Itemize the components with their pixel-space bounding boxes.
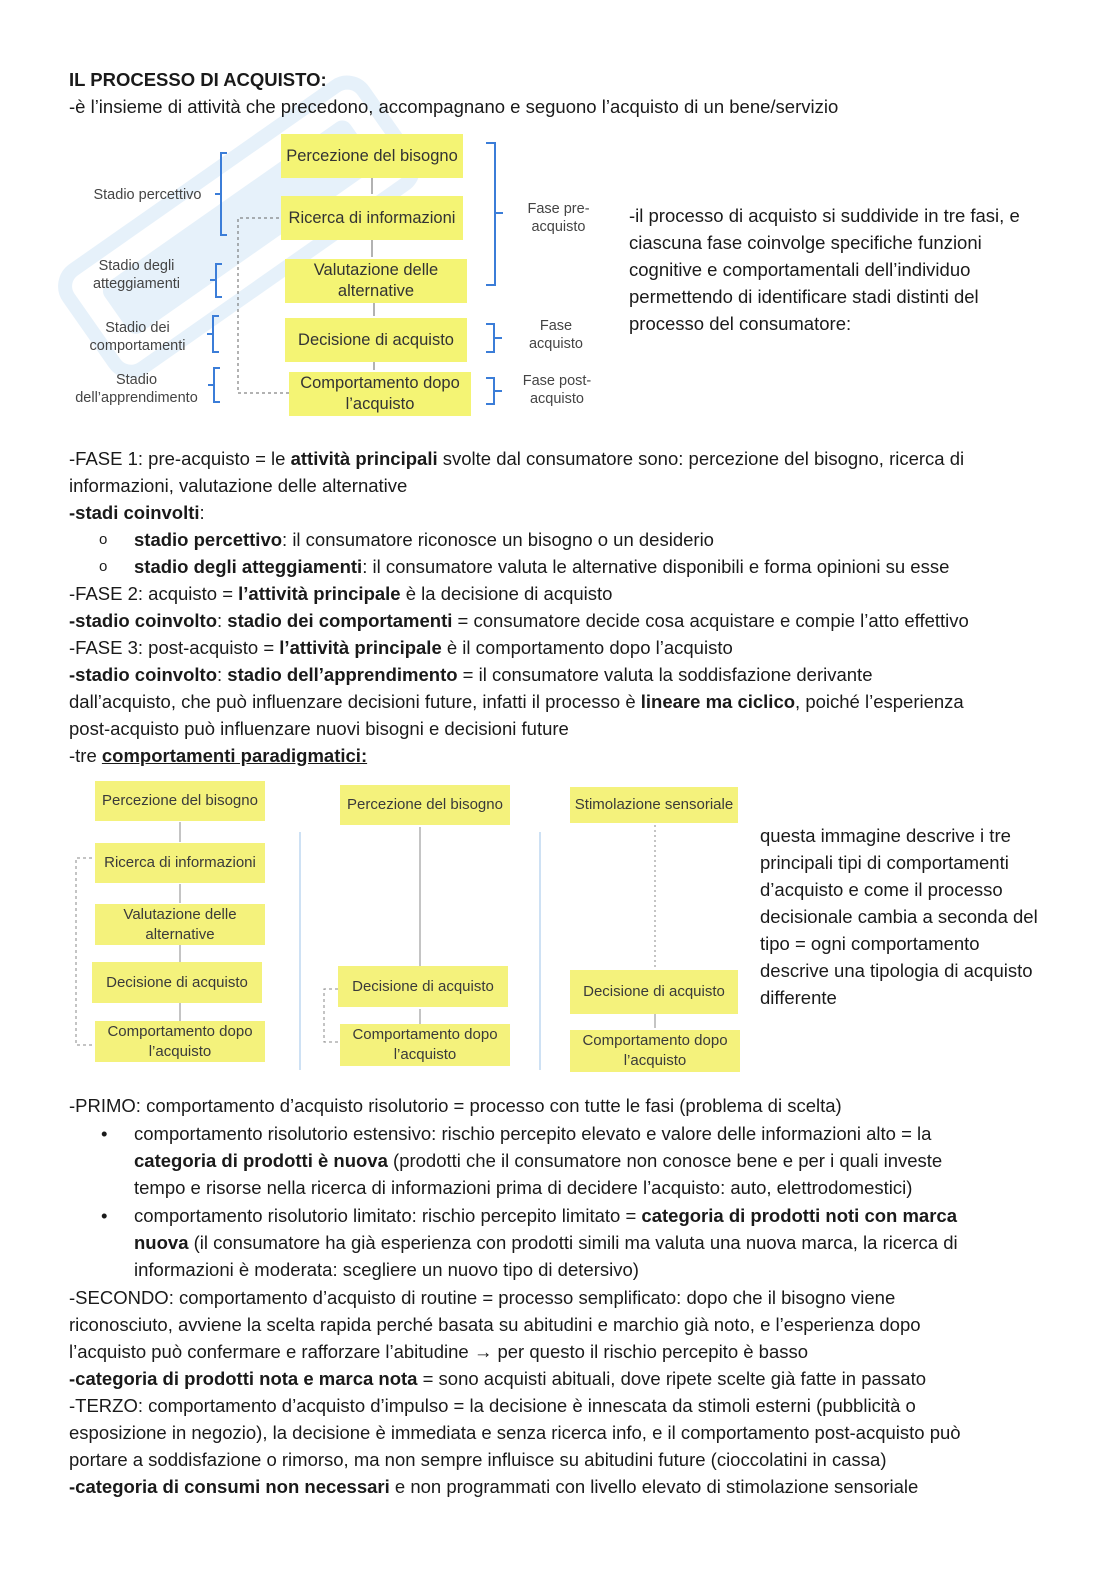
tre-comportamenti: -tre comportamenti paradigmatici: xyxy=(69,745,368,766)
c2-box-post: Comportamento dopo l’acquisto xyxy=(340,1024,510,1066)
side-description-2: questa immagine descrive i tre principali tipi di comportamenti d’acquisto e come il processo decisionale cambia a seconda del tipo = ogni comportamento descrive una tipologia di acquisto differente xyxy=(760,825,1038,1008)
fase2-line1: -FASE 2: acquisto = l’attività principale è la decisione di acquisto xyxy=(69,583,613,604)
c2-box-perception: Percezione del bisogno xyxy=(340,785,510,825)
primo-line: -PRIMO: comportamento d’acquisto risolutorio = processo con tutte le fasi (problema di scelta) xyxy=(69,1095,842,1116)
label-fase-pre-acquisto: Fase pre-acquisto xyxy=(527,201,590,235)
box-decision: Decisione di acquisto xyxy=(285,318,467,362)
terzo-l3: portare a soddisfazione o rimorso, ma non sempre influisce su abitudini future (cioccolatini in cassa) xyxy=(69,1449,887,1470)
fase1-line1: -FASE 1: pre-acquisto = le attività principali svolte dal consumatore sono: percezione del bisogno, ricerca di xyxy=(69,448,965,469)
dot-bullet: • xyxy=(101,1205,108,1226)
primo-b2-l1: comportamento risolutorio limitato: rischio percepito limitato = categoria di prodotti noti con marca xyxy=(134,1205,957,1226)
c2-box-decision: Decisione di acquisto xyxy=(338,966,508,1007)
box-post-purchase: Comportamento dopo l’acquisto xyxy=(289,372,471,416)
primo-b2-l2: nuova (il consumatore ha già esperienza con prodotti simili ma valuta una nuova marca, la ricerca di xyxy=(134,1232,958,1253)
page-title: IL PROCESSO DI ACQUISTO: xyxy=(69,69,327,90)
label-stadio-comportamenti: Stadio dei comportamenti xyxy=(89,320,186,354)
primo-b1-l2: categoria di prodotti è nuova (prodotti che il consumatore non conosce bene e per i quali investe xyxy=(134,1150,943,1171)
fase1-item1: stadio percettivo: il consumatore riconosce un bisogno o un desiderio xyxy=(134,529,714,550)
c1-box-perception: Percezione del bisogno xyxy=(95,781,265,821)
terzo-l2: esposizione in negozio), la decisione è immediata e senza ricerca info, e il comportamento post-acquisto può xyxy=(69,1422,961,1443)
secondo-l1: -SECONDO: comportamento d’acquisto di routine = processo semplificato: dopo che il bisogno viene xyxy=(69,1287,896,1308)
fase3-line3: post-acquisto può influenzare nuovi bisogni e decisioni future xyxy=(69,718,569,739)
primo-b1-l3: tempo e risorse nella ricerca di informazioni prima di decidere l’acquisto: auto, elettrodomestici) xyxy=(134,1177,913,1198)
label-stadio-apprendimento: Stadio dell’apprendimento xyxy=(75,372,198,406)
fase3-line2: dall’acquisto, che può influenzare decisioni future, infatti il processo è lineare ma ciclico, poiché l’esperienza xyxy=(69,691,964,712)
arrow-icon: → xyxy=(473,1341,493,1362)
circle-bullet: o xyxy=(99,558,108,575)
terzo-l1: -TERZO: comportamento d’acquisto d’impulso = la decisione è innescata da stimoli esterni (pubblicità o xyxy=(69,1395,916,1416)
fase1-item2: stadio degli atteggiamenti: il consumatore valuta le alternative disponibili e forma opinioni su esse xyxy=(134,556,950,577)
fase3-line1: -FASE 3: post-acquisto = l’attività principale è il comportamento dopo l’acquisto xyxy=(69,637,733,658)
terzo-l4: -categoria di consumi non necessari e non programmati con livello elevato di stimolazione sensoriale xyxy=(69,1476,919,1497)
primo-b2-l3: informazioni è moderata: scegliere un nuovo tipo di detersivo) xyxy=(134,1259,639,1280)
fase1-stadi-heading: -stadi coinvolti: xyxy=(69,502,205,523)
c1-box-decision: Decisione di acquisto xyxy=(92,962,262,1003)
fase2-stadio: -stadio coinvolto: stadio dei comportamenti = consumatore decide cosa acquistare e compie l’atto effettivo xyxy=(69,610,969,631)
side-description-1: -il processo di acquisto si suddivide in tre fasi, e ciascuna fase coinvolge specifiche funzioni cognitive e comportamentali dell’individuo permettendo di identificare stadi distinti del processo del consumatore: xyxy=(629,205,1020,334)
fase1-line2: informazioni, valutazione delle alternative xyxy=(69,475,408,496)
secondo-l3: l’acquisto può confermare e rafforzare l’abitudine → per questo il rischio percepito è basso xyxy=(69,1341,809,1362)
fase3-stadio: -stadio coinvolto: stadio dell’apprendimento = il consumatore valuta la soddisfazione derivante xyxy=(69,664,873,685)
c1-box-evaluation: Valutazione delle alternative xyxy=(95,904,265,945)
box-perception: Percezione del bisogno xyxy=(281,134,463,178)
c3-box-stimulation: Stimolazione sensoriale xyxy=(570,787,738,823)
label-stadio-atteggiamenti: Stadio degli atteggiamenti xyxy=(92,258,181,292)
c1-box-search: Ricerca di informazioni xyxy=(95,843,265,883)
label-stadio-percettivo: Stadio percettivo xyxy=(93,187,202,203)
c3-box-decision: Decisione di acquisto xyxy=(570,970,738,1014)
primo-b1-l1: comportamento risolutorio estensivo: rischio percepito elevato e valore delle informazioni alto = la xyxy=(134,1123,932,1144)
c1-box-post: Comportamento dopo l’acquisto xyxy=(95,1021,265,1062)
intro-text: -è l’insieme di attività che precedono, accompagnano e seguono l’acquisto di un bene/servizio xyxy=(69,96,839,117)
dot-bullet: • xyxy=(101,1123,108,1144)
secondo-l4: -categoria di prodotti nota e marca nota = sono acquisti abituali, dove ripete scelte già fatte in passato xyxy=(69,1368,927,1389)
box-evaluation: Valutazione delle alternative xyxy=(285,259,467,303)
label-fase-acquisto: Fase acquisto xyxy=(528,318,583,352)
secondo-l2: riconosciuto, avviene la scelta rapida perché basata su abitudini e marchio già noto, e l’esperienza dopo xyxy=(69,1314,921,1335)
c3-box-post: Comportamento dopo l’acquisto xyxy=(570,1030,740,1072)
box-search: Ricerca di informazioni xyxy=(281,196,463,240)
circle-bullet: o xyxy=(99,531,108,548)
label-fase-post-acquisto: Fase post-acquisto xyxy=(522,373,592,407)
